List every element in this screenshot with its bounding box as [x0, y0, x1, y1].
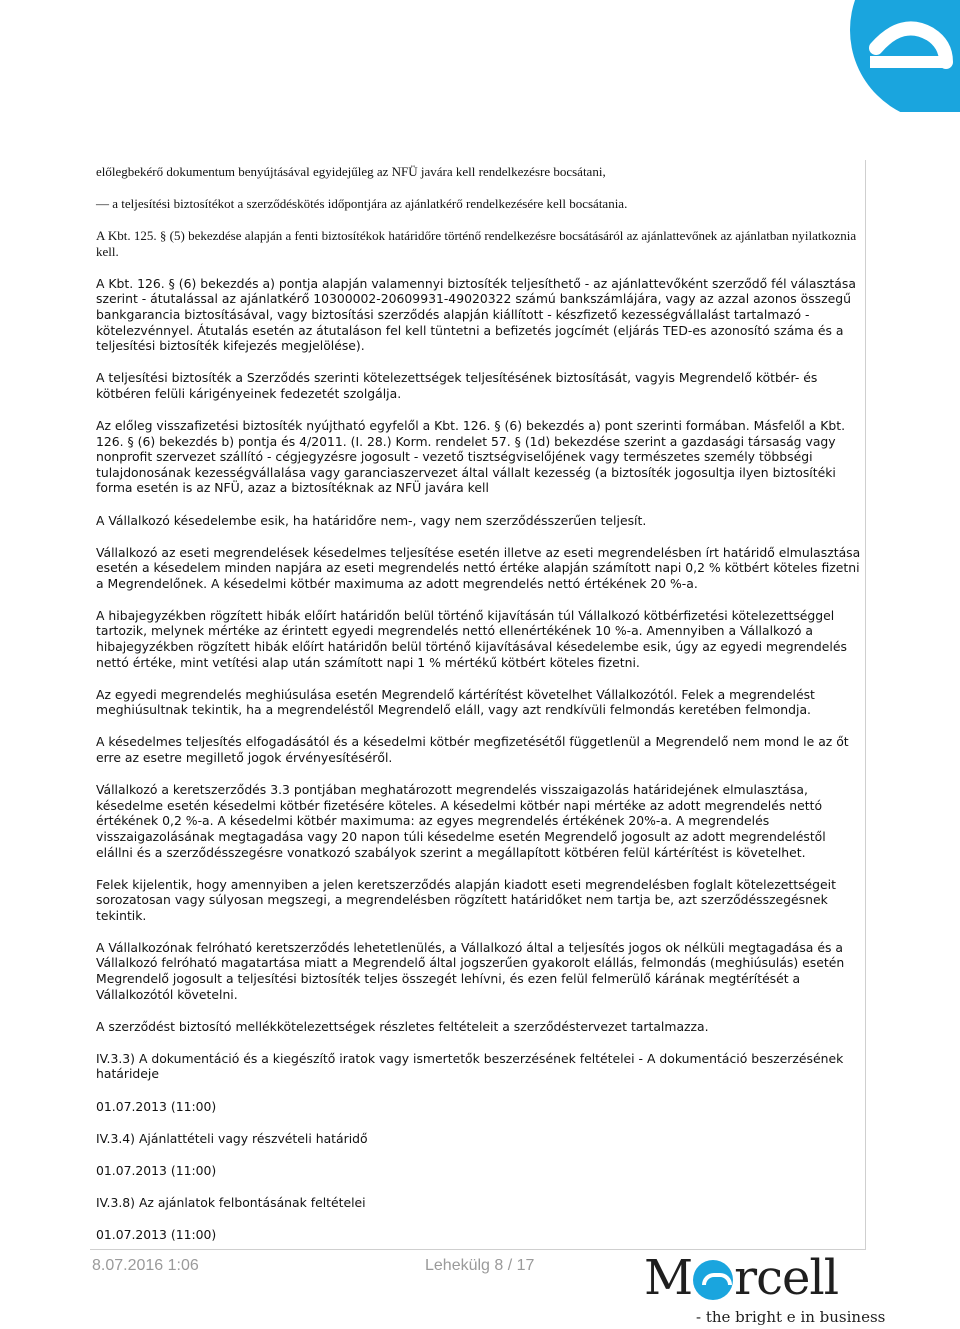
paragraph: Vállalkozó az eseti megrendelések késedelmes teljesítése esetén illetve az eseti megrendelésben írt határidő elmulasztása esetén a késedelem minden napjára az eseti megrendelés nettó értéke alapján számított napi 0,2 % kötbért köteles fizetni a Megrendelőnek. A késedelmi kötbér maximuma az adott megrendelés nettó értékének 20 %-a.: [96, 544, 861, 591]
date-value: 01.07.2013 (11:00): [96, 1098, 217, 1114]
brand-e-icon: [693, 1260, 733, 1300]
section-heading: IV.3.3) A dokumentáció és a kiegészítő iratok vagy ismertetők beszerzésének feltételei - A dokumentáció beszerzésének határideje: [96, 1050, 844, 1082]
date-value: 01.07.2013 (11:00): [96, 1162, 217, 1178]
paragraph: Az egyedi megrendelés meghiúsulása esetén Megrendelő kártérítést követelhet Vállalkozótól. Felek a megrendelést meghiúsultnak tekintik, ha a megrendeléstől Megrendelő eláll, vagy azt rendkívüli felmondás keretében felmondja.: [96, 686, 815, 718]
brand-tagline: - the bright e in business: [696, 1308, 886, 1326]
brand-letter: M: [644, 1250, 693, 1306]
page-number: Lehekülg 8 / 17: [425, 1257, 535, 1274]
brand-logo: [640, 1250, 886, 1329]
footer-date: 8.07.2016 1:06: [92, 1257, 199, 1274]
paragraph: A szerződést biztosító mellékkötelezettségek részletes feltételeit a szerződéstervezet tartalmazza.: [96, 1018, 709, 1034]
paragraph: Az előleg visszafizetési biztosíték nyújtható egyfelől a Kbt. 126. § (6) bekezdés a) pont szerinti formában. Másfelől a Kbt. 126. § (6) bekezdés b) pontja és 4/2011. (I. 28.) Korm. rendelet 57. § (1d) bekezdése szerint a gazdasági társaság vagy nonprofit szervezet szállító - cégjegyzésre jogosult - vezető tisztségviselőjének vagy természetes személy többségi tulajdonosának kezességvállalása vagy garanciaszervezet által vállalt kezesség (a biztosíték jogosultja ilyen biztosítéki forma esetén is az NFÜ, azaz a biztosítéknak az NFÜ javára kell: [96, 418, 846, 496]
paragraph: előlegbekérő dokumentum benyújtásával egyidejűleg az NFÜ javára kell rendelkezésre bocsátani,: [96, 164, 606, 179]
paragraph: A Vállalkozónak felróható keretszerződés lehetetlenülés, a Vállalkozó által a teljesítés jogos ok nélküli megtagadása és a Vállalkozó felróható magatartása miatt a Megrendelő által jogszerűen gyakorolt elállás, felmondás (meghiúsulás) esetén Megrendelő jogosult a teljesítési biztosíték teljes összegét lehívni, és ezen felül felmerülő kárának megtérítését a Vállalkozótól követelni.: [96, 939, 845, 1002]
paragraph: A Vállalkozó késedelembe esik, ha határidőre nem-, vagy nem szerződésszerűen teljesít.: [96, 512, 647, 528]
paragraph: Vállalkozó a keretszerződés 3.3 pontjában meghatározott megrendelés visszaigazolás határidejének elmulasztása, késedelme esetén késedelmi kötbér fizetésére köteles. A késedelmi kötbér napi mértéke az adott megrendelés nettó értékének 0,2 %-a. A késedelmi kötbér maximuma: az egyes megrendelés értékének 20%-a. A megrendelés visszaigazolásának megtagadása vagy 20 napon túli késedelme esetén Megrendelő jogosult az adott megrendeléstől elállni és a szerződésszegésre vonatkozó szabályok szerint a megállapított kötbéren felül kártérítést is követelhet.: [96, 782, 826, 860]
section-heading: IV.3.8) Az ajánlatok felbontásának feltételei: [96, 1194, 366, 1210]
brand-letters: rcell: [734, 1250, 839, 1306]
paragraph: A teljesítési biztosíték a Szerződés szerinti kötelezettségek teljesítésének biztosítását, vagyis Megrendelő kötbér- és kötbéren felüli kárigényeinek fedezetét szolgálja.: [96, 370, 818, 401]
document-body: [96, 164, 862, 1259]
brand-wordmark: [644, 1252, 838, 1304]
paragraph: A késedelmes teljesítés elfogadásától és a késedelmi kötbér megfizetésétől függetlenül a Megrendelő nem mond le az őt erre az esetre megillető jogok érvényesítéséről.: [96, 734, 849, 766]
corner-logo-icon: [842, 0, 960, 112]
date-value: 01.07.2013 (11:00): [96, 1226, 217, 1242]
paragraph: A Kbt. 125. § (5) bekezdése alapján a fenti biztosítékok határidőre történő rendelkezésre bocsátásáról az ajánlattevőnek az ajánlatban nyilatkoznia kell.: [96, 228, 857, 259]
section-heading: IV.3.4) Ajánlattételi vagy részvételi határidő: [96, 1130, 368, 1146]
paragraph: — a teljesítési biztosítékot a szerződéskötés időpontjára az ajánlatkérő rendelkezésére kell bocsátania.: [96, 196, 628, 212]
paragraph: A hibajegyzékben rögzített hibák előírt határidőn belül történő kijavításán túl Vállalkozó kötbérfizetési kötelezettséggel tartozik, melynek mértéke az érintett egyedi megrendelés nettó ellenértékének 10 %-a. Amennyiben a Vállalkozó a hibajegyzékben rögzített hibák előírt határidőn belül történő kijavításával késedelembe esik, úgy az egyedi megrendelés nettó értéke, mint vetítési alap után számított napi 1 % mértékű kötbért köteles fizetni.: [96, 607, 847, 670]
paragraph: A Kbt. 126. § (6) bekezdés a) pontja alapján valamennyi biztosíték teljesíthető - az ajánlattevőként szerződő fél választása szerint - átutalással az ajánlatkérő 10300002-20609931-49020322 számú bankszámlájára, vagy az azzal azonos összegű bankgarancia biztosításával, vagy biztosítási szerződés alapján kiállított - készfizető kezességvállalást tartalmazó - kötelezvénnyel. Átutalás esetén az átutaláson fel kell tüntetni a befizetés jogcímét (eljárás TED-es azonosító száma és a teljesítési biztosíték kifejezés megjelölése).: [96, 275, 856, 354]
paragraph: Felek kijelentik, hogy amennyiben a jelen keretszerződés alapján kiadott eseti megrendelésben foglalt kötelezettségeit sorozatosan vagy súlyosan megszegi, a megrendelésben rögzített határidőket nem tartja be, azt szerződésszegésnek tekintik.: [96, 876, 836, 923]
